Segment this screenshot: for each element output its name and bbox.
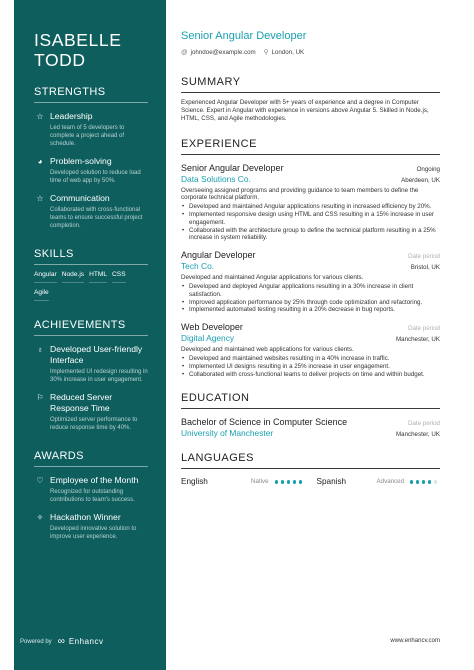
bullet-item: • Developed and deployed Angular applications resulting in a 30% increase in client satisfaction.: [181, 283, 440, 299]
map-pin-icon: ⚲: [263, 49, 269, 56]
proficiency-dot: [422, 480, 425, 483]
role-date: Date period: [408, 325, 440, 333]
proficiency-dot: [434, 480, 437, 483]
powered-by: [20, 636, 103, 647]
award-desc: Developed innovative solution to improve user experience.: [50, 526, 137, 540]
school-location: Manchester, UK: [395, 431, 440, 439]
role-title: Senior Angular Developer: [181, 162, 284, 173]
school-name: University of Manchester: [181, 428, 274, 439]
language-name: Spanish: [316, 477, 347, 487]
bullet-item: • Developed and maintained websites resulting in a 40% increase in traffic.: [181, 355, 440, 363]
bullet-item: • Improved application performance by 25% through code optimization and refactoring.: [181, 299, 440, 307]
company-location: Manchester, UK: [395, 336, 440, 344]
bullet-item: • Collaborated with the architecture group to define the technical platform resulting in a 25% increase in system reliability.: [181, 227, 440, 243]
heart-icon: ♡: [36, 476, 44, 485]
star-icon: ☆: [36, 112, 44, 121]
language-item: [317, 477, 441, 486]
skill-tag: Agile: [34, 289, 49, 301]
language-level: Advanced: [376, 478, 405, 486]
strength-title: Communication: [50, 193, 110, 203]
flag-icon: ⚐: [36, 393, 44, 402]
strength-item: [34, 193, 148, 230]
strength-item: [34, 111, 148, 148]
candidate-name: [34, 30, 148, 70]
degree-title: Bachelor of Science in Computer Science: [181, 417, 348, 428]
achievement-item: [34, 344, 148, 384]
sidebar: [14, 0, 166, 670]
role-bullets: [181, 283, 440, 314]
languages-list: [181, 477, 440, 486]
achievement-title: Reduced Server Response Time: [50, 392, 113, 413]
bullet-item: • Developed and maintained Angular applications resulting in increased efficiency by 20%.: [181, 203, 440, 211]
proficiency-dot: [275, 480, 278, 483]
achievement-title: Developed User-friendly Interface: [50, 344, 143, 365]
achievement-item: [34, 392, 148, 432]
experience-entry: [181, 163, 440, 243]
at-sign-icon: @: [181, 48, 188, 56]
proficiency-dot: [281, 480, 284, 483]
language-level: Native: [251, 478, 269, 486]
role-date: Ongoing: [416, 165, 440, 173]
proficiency-dot: [293, 480, 296, 483]
proficiency-dot: [299, 480, 302, 483]
footer-website[interactable]: www.enhancv.com: [390, 638, 440, 644]
first-name: ISABELLE: [34, 30, 122, 50]
strength-desc: Led team of 5 developers to complete a project ahead of schedule.: [50, 125, 125, 147]
location-text: London, UK: [271, 48, 305, 56]
role-description: Developed and maintained Angular applications for various clients.: [181, 274, 364, 282]
bullet-item: • Implemented automated testing resulting in a 20% decrease in bug reports.: [181, 306, 440, 314]
strength-title: Leadership: [50, 111, 93, 121]
medal-icon: ♁: [37, 345, 43, 354]
brand-name[interactable]: Enhancv: [68, 637, 104, 646]
award-desc: Recognized for outstanding contributions to team's success.: [50, 489, 135, 503]
achievement-desc: Optimized server performance to reduce response time by 40%.: [50, 417, 138, 431]
company-name: Digital Agency: [181, 333, 235, 344]
skills-list: [34, 271, 148, 307]
proficiency-dot: [416, 480, 419, 483]
puzzle-icon: ◕: [37, 157, 43, 166]
awards-heading: AWARDS: [34, 450, 148, 467]
company-name: Data Solutions Co.: [181, 173, 251, 184]
proficiency-dot: [287, 480, 290, 483]
language-item: [181, 477, 305, 486]
role-date: Date period: [408, 253, 440, 261]
role-bullets: [181, 355, 440, 378]
bullet-item: • Collaborated with cross-functional teams to deliver projects on time and within budget.: [181, 371, 440, 379]
role-description: Overseeing assigned programs and providing guidance to team members to define the corporate technical platform.: [181, 186, 419, 202]
strengths-heading: STRENGTHS: [34, 86, 148, 103]
main-content: [181, 30, 440, 486]
skill-tag: CSS: [112, 271, 126, 283]
strength-title: Problem-solving: [50, 156, 112, 166]
strength-desc: Developed solution to reduce load time of web app by 50%.: [50, 170, 141, 184]
email-link[interactable]: johndoe@example.com: [190, 48, 256, 56]
skill-tag: Node.js: [62, 271, 84, 283]
powered-by-label: Powered by: [20, 638, 52, 645]
company-name: Tech Co.: [181, 261, 215, 272]
achievement-desc: Implemented UI redesign resulting in 30% increase in user engagement.: [50, 369, 148, 383]
award-title: Employee of the Month: [50, 475, 139, 485]
company-location: Aberdeen, UK: [401, 176, 440, 184]
award-item: [34, 512, 148, 541]
summary-heading: SUMMARY: [181, 76, 440, 93]
skill-tag: HTML: [89, 271, 107, 283]
star-icon: ☆: [36, 194, 44, 203]
languages-heading: LANGUAGES: [181, 452, 440, 469]
bulb-icon: ✧: [36, 513, 44, 522]
education-entry: [181, 417, 440, 438]
bullet-item: • Implemented responsive design using HTML and CSS resulting in a 15% increase in user engagement.: [181, 211, 440, 227]
experience-heading: EXPERIENCE: [181, 138, 440, 155]
education-date: Date period: [408, 420, 440, 428]
company-location: Bristol, UK: [410, 264, 440, 272]
bullet-item: • Implemented UI designs resulting in a 25% increase in user engagement.: [181, 363, 440, 371]
award-item: [34, 475, 148, 504]
award-title: Hackathon Winner: [50, 512, 121, 522]
role-description: Developed and maintained web applications for various clients.: [181, 346, 354, 354]
proficiency-dot: [428, 480, 431, 483]
last-name: TODD: [34, 50, 86, 70]
skill-tag: Angular: [34, 271, 57, 283]
role-bullets: [181, 203, 440, 242]
role-title: Angular Developer: [181, 250, 256, 261]
proficiency-dot: [410, 480, 413, 483]
experience-entry: [181, 250, 440, 314]
enhancv-logo-icon: ∞: [57, 636, 65, 647]
role-title: Web Developer: [181, 322, 243, 333]
strength-item: [34, 156, 148, 185]
candidate-title: Senior Angular Developer: [181, 30, 307, 42]
education-heading: EDUCATION: [181, 392, 440, 409]
skills-heading: SKILLS: [34, 248, 148, 265]
experience-entry: [181, 322, 440, 378]
strength-desc: Collaborated with cross-functional teams to ensure successful project completion.: [50, 207, 143, 229]
language-name: English: [181, 477, 208, 487]
language-proficiency: [275, 480, 305, 483]
contact-info: [181, 48, 440, 56]
achievements-heading: ACHIEVEMENTS: [34, 319, 148, 336]
summary-text: Experienced Angular Developer with 5+ years of experience and a degree in Computer Science. Expert in Angular with experience in versions above Angular 5. Skilled in Node.js, HTML, CSS, and Agile methodologies.: [181, 99, 429, 123]
language-proficiency: [410, 480, 440, 483]
